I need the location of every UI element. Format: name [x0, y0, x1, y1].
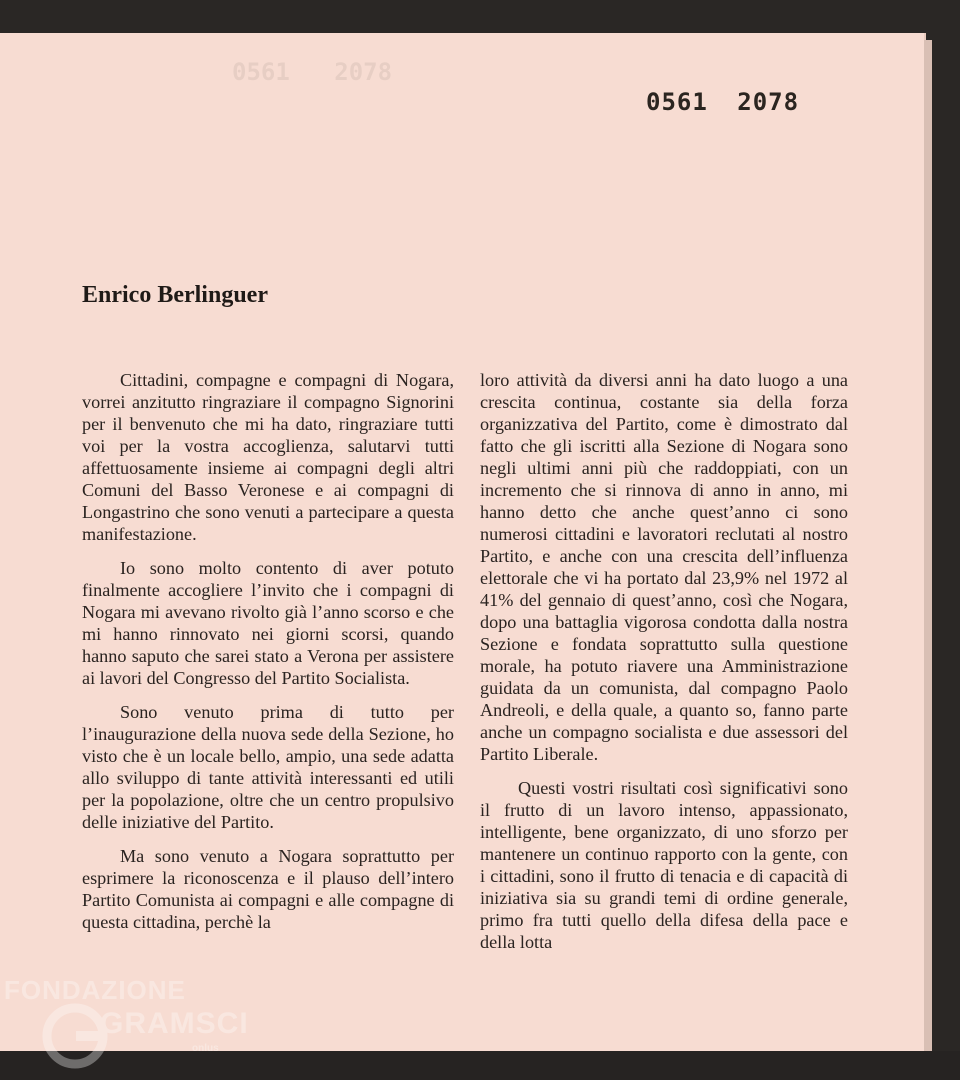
serial-number: 0561 2078: [646, 88, 800, 116]
scan-background: [0, 1051, 960, 1080]
paragraph: Questi vostri risultati così significativi sono il frutto di un lavoro intenso, appassionato, intelligente, bene organizzato, di uno sforzo per mantenere un continuo rapporto con la gente, con i cittadini, sono il frutto di tenacia e di capacità di iniziativa sia su grandi temi di ordine generale, primo fra tutti quello della difesa della pace e della lotta: [480, 778, 848, 952]
author-heading: Enrico Berlinguer: [82, 282, 268, 308]
paragraph: Sono venuto prima di tutto per l’inaugurazione della nuova sede della Sezione, ho visto che è un locale bello, ampio, una sede adatta allo sviluppo di tante attività interessanti ed utili per la popolazione, oltre che un centro propulsivo delle iniziative del Partito.: [82, 702, 454, 832]
paragraph: Io sono molto contento di aver potuto finalmente accogliere l’invito che i compagni di Nogara mi avevano rivolto già l’anno scorso e che mi hanno rinnovato nei giorni scorsi, quando hanno saputo che sarei stato a Verona per assistere ai lavori del Congresso del Partito Socialista.: [82, 558, 454, 688]
paragraph: loro attività da diversi anni ha dato luogo a una crescita continua, costante sia della forza organizzativa del Partito, come è dimostrato dal fatto che gli iscritti alla Sezione di Nogara sono negli ultimi anni più che raddoppiati, con un incremento che si rinnova di anno in anno, mi hanno detto che anche quest’anno ci sono numerosi cittadini e lavoratori reclutati al nostro Partito, e anche con una crescita dell’influenza elettorale che vi ha portato dal 23,9% nel 1972 al 41% del gennaio di quest’anno, così che Nogara, dopo una battaglia vigorosa condotta dalla nostra Sezione e fondata soprattutto sulla questione morale, ha potuto riavere una Amministrazione guidata da un comunista, dal compagno Paolo Andreoli, e della quale, a quanto so, fanno parte anche un compagno socialista e due assessori del Partito Liberale.: [480, 370, 848, 764]
watermark-line-1: FONDAZIONE: [4, 975, 186, 1005]
page-edge: [924, 40, 932, 1052]
right-column: [480, 369, 848, 965]
paragraph: Cittadini, compagne e compagni di Nogara, vorrei anzitutto ringraziare il compagno Signorini per il benvenuto che mi ha dato, ringraziare tutti voi per la vostra accoglienza, salutarvi tutti affettuosamente insieme ai compagni degli altri Comuni del Basso Veronese e ai compagni di Longastrino che sono venuti a partecipare a questa manifestazione.: [82, 370, 454, 544]
serial-number-showthrough: 0561 2078: [232, 58, 393, 86]
paragraph: Ma sono venuto a Nogara soprattutto per esprimere la riconoscenza e il plauso dell’intero Partito Comunista ai compagni e alle compagne di questa cittadina, perchè la: [82, 846, 454, 932]
left-column: [82, 369, 454, 945]
watermark-line-3: onlus: [192, 1043, 219, 1054]
watermark-line-2: GRAMSCI: [100, 1007, 249, 1040]
